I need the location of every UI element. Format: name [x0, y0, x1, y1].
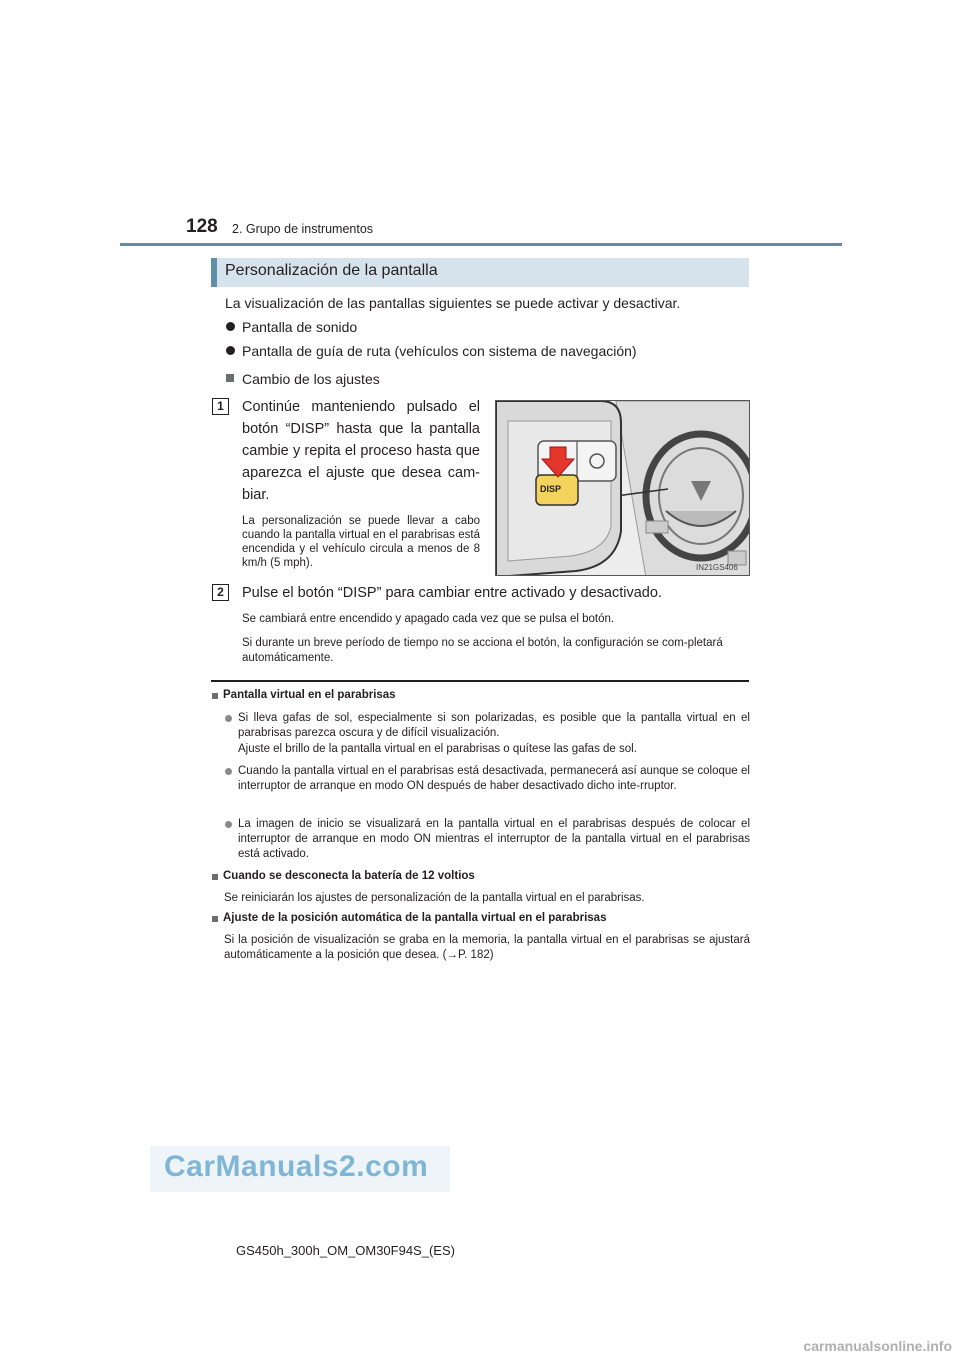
header-rule [120, 243, 842, 246]
bullet-item: Pantalla de sonido [242, 319, 358, 335]
note-item: Cuando la pantalla virtual en el parabrisas está desactivada, permanecerá así aunque se coloque el interruptor de arranque en modo ON después de haber desactivado dicho inte-rruptor. [238, 765, 750, 792]
bullet-icon [225, 821, 232, 828]
step-1-note: La personalización se puede llevar a cabo cuando la pantalla virtual en el parabrisas está encendida y el vehículo circula a menos de 8 km/h (5 mph). [242, 515, 480, 569]
bullet-item: Pantalla de guía de ruta (vehículos con sistema de navegación) [242, 343, 637, 359]
note-heading: Ajuste de la posición automática de la pantalla virtual en el parabrisas [223, 912, 607, 924]
chapter-title: 2. Grupo de instrumentos [232, 222, 374, 236]
dashboard-drawing [496, 401, 750, 576]
step-number-box: 1 [212, 398, 229, 415]
page-number: 128 [186, 216, 218, 237]
bullet-icon [225, 768, 232, 775]
section-separator [211, 680, 749, 682]
note-heading: Cuando se desconecta la batería de 12 voltios [223, 870, 475, 882]
disp-button-label: DISP [540, 484, 562, 494]
note-heading: Pantalla virtual en el parabrisas [223, 689, 396, 701]
step-number-box: 2 [212, 584, 229, 601]
square-bullet-icon [212, 693, 218, 699]
square-bullet-icon [212, 874, 218, 880]
subheading: Cambio de los ajustes [242, 371, 380, 387]
illustration-code: IN21GS406 [696, 563, 738, 572]
bullet-icon [226, 322, 235, 331]
step-2-note: Si durante un breve período de tiempo no se acciona el botón, la configuración se com-pletará automáticamente. [242, 637, 723, 664]
note-text: Se reiniciarán los ajustes de personalización de la pantalla virtual en el parabrisas. [224, 892, 645, 904]
intro-text: La visualización de las pantallas siguientes se puede activar y desactivar. [225, 295, 681, 311]
step-1-text: Continúe manteniendo pulsado el botón “DISP” hasta que la pantalla cambie y repita el proceso hasta que aparezca el ajuste que desea cam-biar. [242, 399, 480, 503]
step-2-text: Pulse el botón “DISP” para cambiar entre activado y desactivado. [242, 585, 662, 601]
bullet-icon [225, 715, 232, 722]
square-bullet-icon [212, 916, 218, 922]
square-bullet-icon [226, 374, 234, 382]
note-text: Si la posición de visualización se graba en la memoria, la pantalla virtual en el parabrisas se ajustará automáticamente a la posición que desea. (→P. 182) [224, 934, 750, 961]
note-item: Si lleva gafas de sol, especialmente si son polarizadas, es posible que la pantalla virtual en el parabrisas parezca oscura y de difícil visualización. [238, 712, 750, 739]
step-2-note: Se cambiará entre encendido y apagado cada vez que se pulsa el botón. [242, 613, 615, 625]
dashboard-illustration [495, 400, 750, 576]
watermark: CarManuals2.com [164, 1150, 429, 1183]
section-title: Personalización de la pantalla [225, 262, 438, 279]
source-watermark: carmanualsonline.info [803, 1338, 952, 1354]
note-item: Ajuste el brillo de la pantalla virtual en el parabrisas o quítese las gafas de sol. [238, 743, 637, 755]
note-item: La imagen de inicio se visualizará en la pantalla virtual en el parabrisas después de colocar el interruptor de arranque en modo ON mientras el interruptor de la pantalla virtual en el parabrisas está activado. [238, 818, 750, 860]
bullet-icon [226, 346, 235, 355]
footer-model-code: GS450h_300h_OM_OM30F94S_(ES) [236, 1243, 455, 1258]
